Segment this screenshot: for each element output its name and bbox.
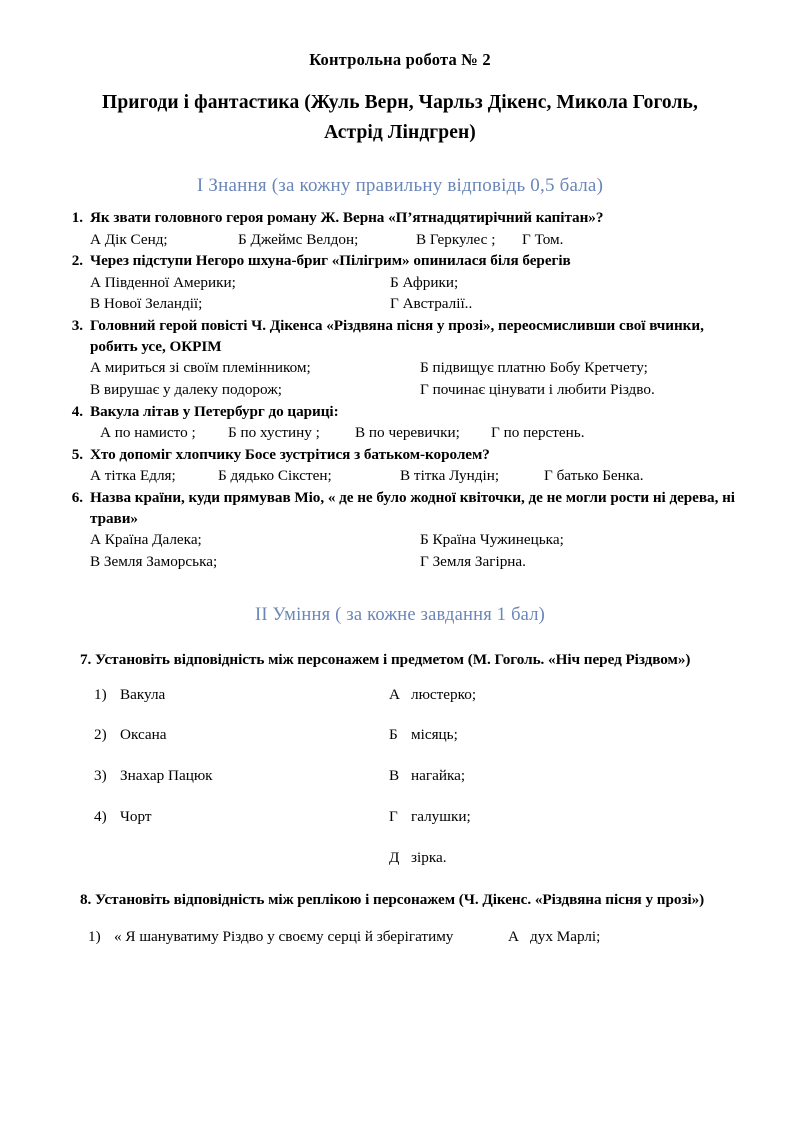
matching-task-8-heading: 8. Установіть відповідність між реплікою і персонажем (Ч. Дікенс. «Різдвяна пісня у прозі») (80, 891, 705, 909)
answer-row (58, 529, 742, 551)
matching-left-label: Вакула (120, 685, 166, 703)
answer-options (58, 229, 742, 251)
answer-row (58, 551, 742, 573)
answer-option-g[interactable]: Г по перстень. (491, 424, 585, 442)
answer-option-a[interactable]: А Країна Далека; (90, 531, 202, 549)
question-text: Назва країни, куди прямував Міо, « де не було жодної квіточки, де не могли рости ні дерева, ні трави» (90, 489, 735, 527)
question-line (58, 316, 742, 357)
answer-options (58, 529, 742, 572)
question-block-4 (58, 402, 742, 444)
answer-row (58, 229, 742, 251)
answer-option-v[interactable]: В Земля Заморська; (90, 552, 218, 570)
matching-right-label: зірка. (411, 848, 447, 866)
answer-option-v[interactable]: В по черевички; (355, 424, 460, 442)
question-number: 5. (71, 445, 83, 463)
matching-right-key: В (389, 767, 400, 785)
answer-option-v[interactable]: В тітка Лундін; (400, 467, 500, 485)
answer-option-b[interactable]: Б підвищує платню Бобу Кретчету; (420, 359, 648, 377)
matching-left-item (94, 848, 389, 868)
answer-row (58, 357, 742, 379)
question-number: 6. (71, 489, 83, 506)
matching-right-key: Б (389, 726, 398, 744)
question-list-section-one (58, 208, 742, 573)
matching-right-item[interactable] (389, 685, 476, 705)
question-text: Вакула літав у Петербург до цариці: (90, 402, 339, 420)
document-subtitle: Пригоди і фантастика (Жуль Верн, Чарльз Дікенс, Микола Гоголь, Астрід Ліндгрен) (102, 91, 698, 144)
matching-left-item[interactable] (94, 725, 389, 745)
matching-right-label: нагайка; (411, 767, 466, 785)
question-number: 2. (71, 252, 83, 270)
answer-option-b[interactable]: Б дядько Сікстен; (218, 467, 332, 485)
matching-right-key: Г (389, 807, 398, 825)
answer-option-a[interactable]: А по намисто ; (100, 424, 196, 442)
answer-row (58, 422, 742, 444)
answer-option-g[interactable]: Г батько Бенка. (544, 467, 644, 485)
matching-left-label: « Я шануватиму Різдво у своєму серці й зберігатиму (114, 928, 454, 946)
answer-options (58, 422, 742, 444)
question-block-6 (58, 488, 742, 573)
matching-right-key: А (389, 685, 400, 703)
matching-left-label: Чорт (120, 807, 152, 825)
answer-row (58, 379, 742, 401)
matching-table-8 (88, 927, 742, 947)
matching-left-label: Оксана (120, 726, 167, 744)
matching-right-label: люстерко; (411, 685, 477, 703)
matching-left-item[interactable] (94, 766, 389, 786)
page-title: Контрольна робота № 2 (309, 50, 491, 69)
question-text: Як звати головного героя роману Ж. Верна «П’ятнадцятирічний капітан»? (90, 208, 604, 226)
answer-options (58, 465, 742, 487)
answer-option-a[interactable]: А Південної Америки; (90, 273, 236, 291)
answer-option-g[interactable]: Г починає цінувати і любити Різдво. (420, 380, 655, 398)
question-line (58, 488, 742, 529)
answer-option-v[interactable]: В Геркулес ; (416, 230, 496, 248)
matching-right-label: галушки; (411, 807, 471, 825)
matching-left-key: 1) (88, 928, 101, 946)
matching-right-label: місяць; (411, 726, 458, 744)
question-line (58, 208, 742, 229)
table-row (88, 927, 742, 947)
answer-option-v[interactable]: В вирушає у далеку подорож; (90, 380, 282, 398)
table-row (94, 848, 742, 868)
matching-task-7-heading: 7. Установіть відповідність між персонажем і предметом (М. Гоголь. «Ніч перед Різдвом») (80, 650, 691, 668)
question-number: 1. (71, 208, 83, 226)
matching-right-key: А (508, 928, 519, 946)
question-line (58, 445, 742, 466)
table-row (94, 725, 742, 745)
table-row (94, 766, 742, 786)
question-line (58, 251, 742, 272)
answer-option-b[interactable]: Б Країна Чужинецька; (420, 531, 564, 549)
answer-option-v[interactable]: В Нової Зеландії; (90, 295, 203, 313)
matching-right-key: Д (389, 848, 400, 866)
answer-row (58, 272, 742, 294)
question-block-2 (58, 251, 742, 315)
answer-option-b[interactable]: Б Джеймс Велдон; (238, 230, 359, 248)
matching-left-key: 2) (94, 726, 107, 744)
section-heading-one: I Знання (за кожну правильну відповідь 0,5 бала) (196, 175, 604, 197)
answer-option-b[interactable]: Б по хустину ; (228, 424, 320, 442)
matching-right-label: дух Марлі; (530, 928, 601, 946)
answer-option-a[interactable]: А мириться зі своїм племінником; (90, 359, 311, 377)
question-block-5 (58, 445, 742, 487)
question-text: Головний герой повісті Ч. Дікенса «Різдвяна пісня у прозі», переосмисливши свої вчинки, робить усе, ОКРІМ (90, 317, 704, 355)
matching-right-item[interactable] (389, 725, 458, 745)
matching-left-item[interactable] (88, 927, 508, 947)
question-text: Хто допоміг хлопчику Босе зустрітися з батьком-королем? (90, 445, 490, 463)
matching-left-key: 1) (94, 685, 107, 703)
answer-option-g[interactable]: Г Том. (522, 230, 564, 248)
question-number: 4. (71, 402, 83, 420)
answer-options (58, 272, 742, 315)
question-text: Через підступи Негоро шхуна-бриг «Пілігрим» опинилася біля берегів (90, 252, 571, 270)
matching-table-7 (94, 685, 742, 868)
answer-option-a[interactable]: А Дік Сенд; (90, 230, 168, 248)
table-row (94, 685, 742, 705)
matching-left-key: 3) (94, 767, 107, 785)
answer-row (58, 293, 742, 315)
question-line (58, 402, 742, 423)
question-block-1 (58, 208, 742, 250)
matching-left-item[interactable] (94, 685, 389, 705)
matching-left-key: 4) (94, 807, 107, 825)
answer-option-b[interactable]: Б Африки; (390, 273, 459, 291)
matching-right-item[interactable] (389, 766, 465, 786)
matching-right-item[interactable] (508, 927, 600, 947)
answer-row (58, 465, 742, 487)
section-heading-two: II Уміння ( за кожне завдання 1 бал) (254, 604, 546, 625)
answer-option-g[interactable]: Г Австралії.. (390, 295, 473, 313)
answer-option-a[interactable]: А тітка Едля; (90, 467, 176, 485)
matching-right-item[interactable] (389, 807, 471, 827)
matching-left-item[interactable] (94, 807, 389, 827)
answer-options (58, 357, 742, 400)
question-block-3 (58, 316, 742, 401)
matching-right-item[interactable] (389, 848, 447, 868)
answer-option-g[interactable]: Г Земля Загірна. (420, 552, 526, 570)
question-number: 3. (71, 317, 83, 334)
matching-left-label: Знахар Пацюк (120, 767, 213, 785)
table-row (94, 807, 742, 827)
